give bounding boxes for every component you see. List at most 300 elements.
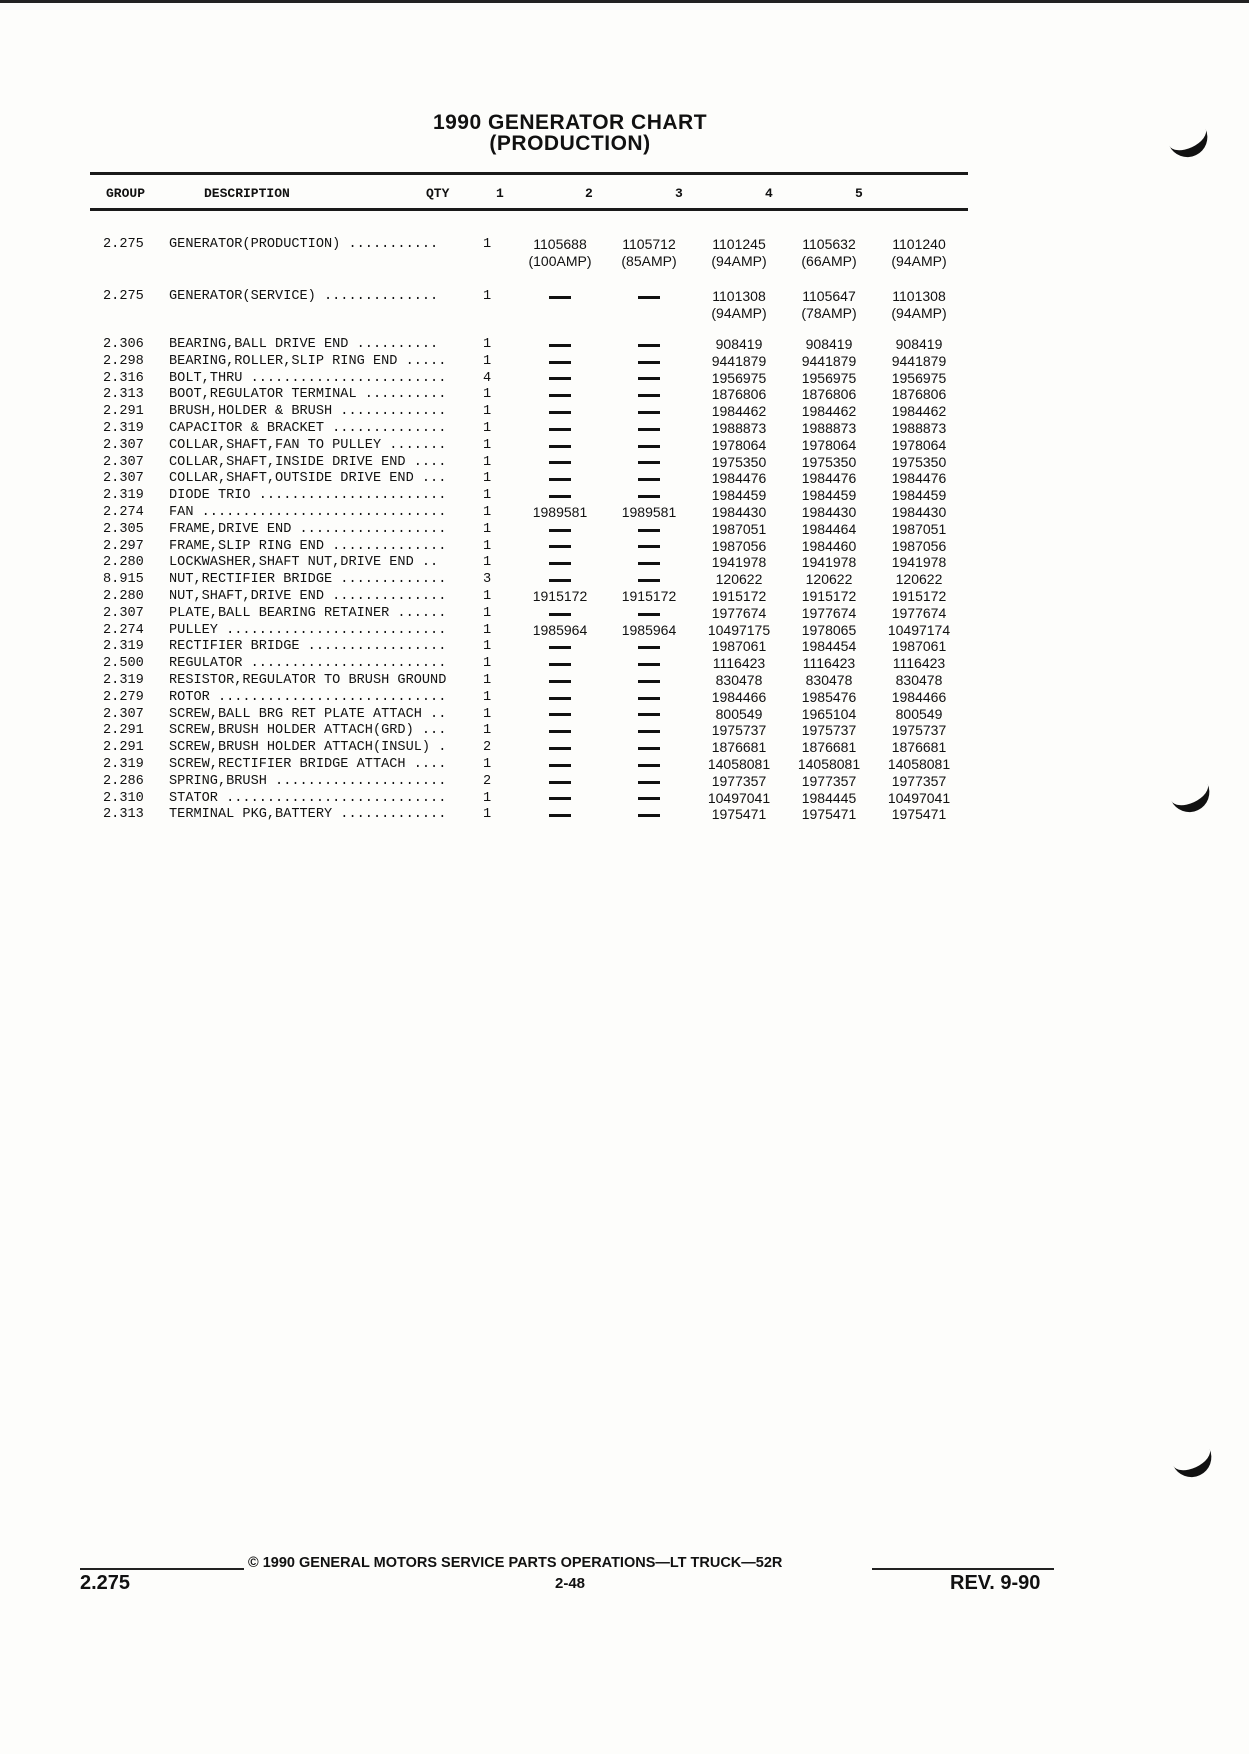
cell-description: PLATE,BALL BEARING RETAINER ...... xyxy=(169,605,447,621)
not-applicable-dash xyxy=(604,521,694,538)
not-applicable-dash xyxy=(515,773,605,790)
header-col-2: 2 xyxy=(585,186,593,201)
part-number: 1984462 xyxy=(801,403,857,420)
cell-part-number xyxy=(784,588,874,605)
footer-revision: REV. 9-90 xyxy=(950,1572,1041,1594)
part-number: 1984476 xyxy=(801,470,857,487)
cell-group: 2.316 xyxy=(103,370,144,386)
not-applicable-dash xyxy=(515,336,605,353)
dash-mark xyxy=(638,747,660,750)
table-row xyxy=(90,538,968,555)
cell-part-number xyxy=(694,638,784,655)
table-row xyxy=(90,386,968,403)
table-row xyxy=(90,454,968,471)
part-number: 800549 xyxy=(715,705,763,722)
part-number: 830478 xyxy=(805,672,853,688)
part-number: 1101308 xyxy=(712,288,766,304)
dash-mark xyxy=(638,680,660,683)
cell-group: 2.319 xyxy=(103,488,144,504)
dash-mark xyxy=(638,781,660,784)
cell-part-number xyxy=(874,588,964,605)
table-row xyxy=(90,672,968,689)
part-number: 1984476 xyxy=(891,470,947,487)
part-number: 1941978 xyxy=(891,554,947,571)
cell-part-number xyxy=(694,336,784,353)
part-number: 1985476 xyxy=(801,688,857,705)
amperage-rating: (100AMP) xyxy=(528,253,592,269)
not-applicable-dash xyxy=(604,672,694,689)
cell-part-number xyxy=(694,504,784,521)
cell-part-number xyxy=(784,622,874,639)
part-number: 1984460 xyxy=(801,537,857,554)
not-applicable-dash xyxy=(604,571,694,588)
cell-qty: 1 xyxy=(483,639,492,655)
cell-part-number xyxy=(784,806,874,823)
part-number: 1984459 xyxy=(711,487,767,504)
part-number: 1101240 xyxy=(892,236,946,252)
footer-page-number: 2-48 xyxy=(554,1575,586,1592)
cell-group: 2.307 xyxy=(103,437,144,453)
dash-mark xyxy=(638,764,660,767)
cell-description: STATOR ........................... xyxy=(169,790,447,806)
amperage-rating: (85AMP) xyxy=(621,253,677,269)
part-number: 1105688 xyxy=(533,236,587,252)
cell-part-number xyxy=(694,403,784,420)
cell-group: 2.306 xyxy=(103,337,144,352)
part-number: 1977357 xyxy=(891,772,947,789)
part-number: 1988873 xyxy=(891,420,947,436)
part-number: 10497041 xyxy=(707,789,771,806)
not-applicable-dash xyxy=(515,605,605,622)
part-number: 14058081 xyxy=(887,756,951,772)
cell-part-number xyxy=(784,386,874,403)
dash-mark xyxy=(638,461,660,464)
cell-description: RESISTOR,REGULATOR TO BRUSH GROUND xyxy=(169,673,447,688)
cell-part-number xyxy=(874,538,964,555)
table-row xyxy=(90,554,968,571)
page-subtitle: (PRODUCTION) xyxy=(489,132,651,155)
cell-part-number xyxy=(694,386,784,403)
cell-qty: 1 xyxy=(483,723,492,739)
part-number: 908419 xyxy=(805,336,853,352)
cell-qty: 1 xyxy=(483,521,492,537)
cell-description: SCREW,BRUSH HOLDER ATTACH(INSUL) . xyxy=(169,740,447,756)
cell-part-number xyxy=(694,588,784,605)
table-row xyxy=(90,790,968,807)
part-number: 1989581 xyxy=(532,504,588,520)
cell-group: 2.279 xyxy=(103,689,144,705)
part-number: 1978064 xyxy=(891,436,947,453)
cell-part-number xyxy=(874,288,964,322)
cell-part-number xyxy=(694,622,784,639)
dash-mark xyxy=(549,445,571,448)
cell-part-number xyxy=(874,554,964,571)
part-number: 1977357 xyxy=(711,772,767,789)
cell-description: REGULATOR ........................ xyxy=(169,656,447,672)
cell-qty: 1 xyxy=(483,505,492,520)
not-applicable-dash xyxy=(604,773,694,790)
cell-group: 2.319 xyxy=(103,757,144,772)
cell-qty: 1 xyxy=(483,589,492,604)
dash-mark xyxy=(549,764,571,767)
cell-part-number xyxy=(694,554,784,571)
not-applicable-dash xyxy=(604,336,694,353)
dash-mark xyxy=(638,411,660,414)
part-number: 1915172 xyxy=(711,588,767,604)
cell-qty: 1 xyxy=(483,605,492,621)
footer-rule-right xyxy=(872,1568,1054,1570)
header-description: DESCRIPTION xyxy=(204,186,290,201)
not-applicable-dash xyxy=(515,689,605,706)
not-applicable-dash xyxy=(515,756,605,773)
not-applicable-dash xyxy=(515,437,605,454)
cell-group: 2.291 xyxy=(103,723,144,739)
cell-part-number xyxy=(784,672,874,689)
cell-part-number xyxy=(784,420,874,437)
not-applicable-dash xyxy=(515,420,605,437)
part-number: 830478 xyxy=(715,672,763,688)
cell-qty: 1 xyxy=(483,471,492,487)
cell-part-number xyxy=(874,403,964,420)
dash-mark xyxy=(638,730,660,733)
cell-part-number xyxy=(694,521,784,538)
header-col-4: 4 xyxy=(765,186,773,201)
table-header-rule xyxy=(90,208,968,211)
cell-description: FAN .............................. xyxy=(169,505,447,520)
cell-part-number xyxy=(784,554,874,571)
not-applicable-dash xyxy=(515,655,605,672)
cell-description: RECTIFIER BRIDGE ................. xyxy=(169,639,447,655)
not-applicable-dash xyxy=(515,487,605,504)
part-number: 1975350 xyxy=(711,453,767,470)
cell-part-number xyxy=(784,470,874,487)
part-number: 1101245 xyxy=(712,236,766,252)
cell-group: 2.307 xyxy=(103,706,144,722)
dash-mark xyxy=(549,814,571,817)
not-applicable-dash xyxy=(604,806,694,823)
cell-group: 2.319 xyxy=(103,639,144,655)
cell-group: 2.319 xyxy=(103,421,144,436)
dash-mark xyxy=(549,562,571,565)
cell-group: 2.307 xyxy=(103,454,144,470)
cell-part-number xyxy=(874,638,964,655)
cell-description: GENERATOR(PRODUCTION) ........... xyxy=(169,237,439,252)
cell-description: BOLT,THRU ........................ xyxy=(169,370,447,386)
dash-mark xyxy=(549,529,571,532)
cell-group: 2.274 xyxy=(103,505,144,520)
cell-group: 2.305 xyxy=(103,521,144,537)
table-row xyxy=(90,622,968,639)
part-number: 1956975 xyxy=(711,369,767,386)
cell-qty: 1 xyxy=(483,353,492,369)
cell-part-number xyxy=(784,605,874,622)
dash-mark xyxy=(638,478,660,481)
part-number: 14058081 xyxy=(707,756,771,772)
dash-mark xyxy=(549,797,571,800)
cell-description: COLLAR,SHAFT,OUTSIDE DRIVE END ... xyxy=(169,471,447,487)
cell-group: 2.310 xyxy=(103,790,144,806)
part-number: 1915172 xyxy=(891,588,947,604)
footer-section-number: 2.275 xyxy=(80,1572,131,1594)
part-number: 1975350 xyxy=(801,453,857,470)
part-number: 1876806 xyxy=(891,386,947,403)
dash-mark xyxy=(549,478,571,481)
table-row xyxy=(90,605,968,622)
part-number: 10497175 xyxy=(707,621,771,638)
cell-part-number xyxy=(784,336,874,353)
not-applicable-dash xyxy=(515,571,605,588)
cell-part-number xyxy=(874,437,964,454)
cell-part-number xyxy=(784,521,874,538)
not-applicable-dash xyxy=(515,790,605,807)
cell-part-number xyxy=(784,638,874,655)
cell-part-number xyxy=(515,504,605,521)
dash-mark xyxy=(549,428,571,431)
part-number: 1876806 xyxy=(711,386,767,403)
cell-part-number xyxy=(874,504,964,521)
cell-group: 2.280 xyxy=(103,555,144,571)
footer-copyright: © 1990 GENERAL MOTORS SERVICE PARTS OPERATIONS—LT TRUCK—52R xyxy=(248,1555,783,1571)
cell-part-number xyxy=(694,739,784,756)
table-row xyxy=(90,773,968,790)
not-applicable-dash xyxy=(604,538,694,555)
part-number: 1915172 xyxy=(801,588,857,604)
cell-group: 8.915 xyxy=(103,572,144,588)
dash-mark xyxy=(549,646,571,649)
not-applicable-dash xyxy=(604,655,694,672)
part-number: 1987056 xyxy=(711,537,767,554)
cell-group: 2.286 xyxy=(103,773,144,789)
dash-mark xyxy=(549,461,571,464)
dash-mark xyxy=(549,680,571,683)
cell-part-number xyxy=(694,420,784,437)
cell-part-number xyxy=(784,790,874,807)
cell-part-number xyxy=(694,672,784,689)
cell-group: 2.313 xyxy=(103,807,144,823)
cell-qty: 1 xyxy=(483,689,492,705)
dash-mark xyxy=(549,377,571,380)
not-applicable-dash xyxy=(604,706,694,723)
table-row xyxy=(90,336,968,353)
cell-part-number xyxy=(694,756,784,773)
cell-part-number xyxy=(874,370,964,387)
part-number: 14058081 xyxy=(797,756,861,772)
not-applicable-dash xyxy=(604,605,694,622)
cell-part-number xyxy=(874,773,964,790)
part-number: 1987056 xyxy=(891,537,947,554)
cell-part-number xyxy=(784,773,874,790)
part-number: 1978065 xyxy=(801,621,857,638)
cell-group: 2.291 xyxy=(103,740,144,756)
cell-group: 2.307 xyxy=(103,605,144,621)
part-number: 1989581 xyxy=(621,504,677,520)
cell-description: NUT,RECTIFIER BRIDGE ............. xyxy=(169,572,447,588)
table-row xyxy=(90,521,968,538)
page-title: 1990 GENERATOR CHART xyxy=(432,111,708,134)
dash-mark xyxy=(549,697,571,700)
dash-mark xyxy=(549,747,571,750)
dash-mark xyxy=(638,529,660,532)
table-row xyxy=(90,470,968,487)
cell-part-number xyxy=(784,403,874,420)
not-applicable-dash xyxy=(515,470,605,487)
part-number: 800549 xyxy=(895,705,943,722)
cell-group: 2.280 xyxy=(103,589,144,604)
part-number: 9441879 xyxy=(891,352,947,369)
cell-part-number xyxy=(874,420,964,437)
cell-part-number xyxy=(784,353,874,370)
cell-part-number xyxy=(694,437,784,454)
dash-mark xyxy=(638,344,660,347)
part-number: 1984430 xyxy=(801,504,857,520)
cell-qty: 1 xyxy=(483,622,492,638)
not-applicable-dash xyxy=(515,538,605,555)
table-row xyxy=(90,288,968,321)
cell-part-number xyxy=(874,672,964,689)
part-number: 908419 xyxy=(715,336,763,352)
cell-description: SCREW,BALL BRG RET PLATE ATTACH .. xyxy=(169,706,447,722)
cell-part-number xyxy=(784,706,874,723)
cell-part-number xyxy=(694,538,784,555)
part-number: 1984466 xyxy=(891,688,947,705)
footer-rule-left xyxy=(80,1568,244,1570)
cell-part-number xyxy=(694,353,784,370)
cell-description: BRUSH,HOLDER & BRUSH ............. xyxy=(169,404,447,420)
not-applicable-dash xyxy=(604,722,694,739)
cell-qty: 1 xyxy=(483,488,492,504)
cell-part-number xyxy=(694,370,784,387)
cell-part-number xyxy=(694,806,784,823)
table-row xyxy=(90,403,968,420)
cell-part-number xyxy=(784,236,874,270)
not-applicable-dash xyxy=(515,454,605,471)
dash-mark xyxy=(638,562,660,565)
binder-ring-mark xyxy=(1164,768,1216,818)
cell-qty: 1 xyxy=(483,706,492,722)
dash-mark xyxy=(638,697,660,700)
dash-mark xyxy=(549,411,571,414)
dash-mark xyxy=(638,394,660,397)
cell-part-number xyxy=(784,756,874,773)
header-col-1: 1 xyxy=(496,186,504,201)
amperage-rating: (94AMP) xyxy=(891,305,947,321)
cell-part-number xyxy=(604,504,694,521)
not-applicable-dash xyxy=(515,638,605,655)
not-applicable-dash xyxy=(515,672,605,689)
cell-qty: 1 xyxy=(483,289,492,304)
part-number: 1984464 xyxy=(801,520,857,537)
amperage-rating: (66AMP) xyxy=(801,253,857,269)
cell-group: 2.274 xyxy=(103,622,144,638)
cell-part-number xyxy=(515,236,605,270)
table-row xyxy=(90,571,968,588)
part-number: 1975471 xyxy=(711,806,767,823)
part-number: 1975350 xyxy=(891,453,947,470)
cell-part-number xyxy=(874,454,964,471)
cell-description: BOOT,REGULATOR TERMINAL .......... xyxy=(169,387,447,403)
cell-description: BEARING,BALL DRIVE END .......... xyxy=(169,337,439,352)
cell-qty: 1 xyxy=(483,421,492,436)
cell-part-number xyxy=(874,739,964,756)
cell-part-number xyxy=(694,470,784,487)
part-number: 1984462 xyxy=(891,403,947,420)
part-number: 1975737 xyxy=(711,722,767,739)
part-number: 120622 xyxy=(715,571,763,588)
cell-qty: 1 xyxy=(483,454,492,470)
part-number: 1988873 xyxy=(801,420,857,436)
part-number: 1941978 xyxy=(711,554,767,571)
amperage-rating: (78AMP) xyxy=(801,305,857,321)
cell-part-number xyxy=(694,706,784,723)
cell-part-number xyxy=(874,336,964,353)
cell-group: 2.291 xyxy=(103,404,144,420)
table-top-rule xyxy=(90,172,968,175)
cell-part-number xyxy=(515,588,605,605)
part-number: 1987051 xyxy=(891,520,947,537)
table-row xyxy=(90,739,968,756)
cell-group: 2.319 xyxy=(103,673,144,688)
not-applicable-dash xyxy=(604,470,694,487)
cell-part-number xyxy=(784,504,874,521)
table-row xyxy=(90,722,968,739)
part-number: 1977357 xyxy=(801,772,857,789)
part-number: 1116423 xyxy=(892,655,946,672)
cell-description: SCREW,RECTIFIER BRIDGE ATTACH .... xyxy=(169,757,447,772)
cell-part-number xyxy=(604,622,694,639)
dash-mark xyxy=(638,797,660,800)
table-row xyxy=(90,437,968,454)
dash-mark xyxy=(549,361,571,364)
not-applicable-dash xyxy=(604,554,694,571)
table-row xyxy=(90,588,968,605)
dash-mark xyxy=(638,579,660,582)
cell-part-number xyxy=(784,487,874,504)
cell-group: 2.307 xyxy=(103,471,144,487)
not-applicable-dash xyxy=(604,353,694,370)
cell-part-number xyxy=(694,571,784,588)
not-applicable-dash xyxy=(604,790,694,807)
not-applicable-dash xyxy=(515,722,605,739)
cell-part-number xyxy=(874,756,964,773)
cell-part-number xyxy=(604,236,694,270)
part-number: 1977674 xyxy=(891,604,947,621)
part-number: 1984459 xyxy=(891,487,947,504)
part-number: 1965104 xyxy=(801,705,857,722)
cell-description: GENERATOR(SERVICE) .............. xyxy=(169,289,439,304)
cell-part-number xyxy=(874,605,964,622)
dash-mark xyxy=(638,814,660,817)
cell-description: LOCKWASHER,SHAFT NUT,DRIVE END .. xyxy=(169,555,439,571)
cell-qty: 2 xyxy=(483,773,492,789)
cell-part-number xyxy=(874,353,964,370)
part-number: 1984476 xyxy=(711,470,767,487)
dash-mark xyxy=(638,377,660,380)
not-applicable-dash xyxy=(515,706,605,723)
cell-qty: 3 xyxy=(483,572,492,588)
part-number: 1956975 xyxy=(891,369,947,386)
part-number: 10497174 xyxy=(887,621,951,638)
cell-group: 2.298 xyxy=(103,353,144,369)
dash-mark xyxy=(638,613,660,616)
dash-mark xyxy=(638,296,660,299)
cell-description: SPRING,BRUSH ..................... xyxy=(169,773,447,789)
cell-part-number xyxy=(784,454,874,471)
table-row xyxy=(90,370,968,387)
cell-group: 2.275 xyxy=(103,289,144,304)
cell-part-number xyxy=(784,370,874,387)
not-applicable-dash xyxy=(515,806,605,823)
cell-qty: 1 xyxy=(483,237,492,252)
